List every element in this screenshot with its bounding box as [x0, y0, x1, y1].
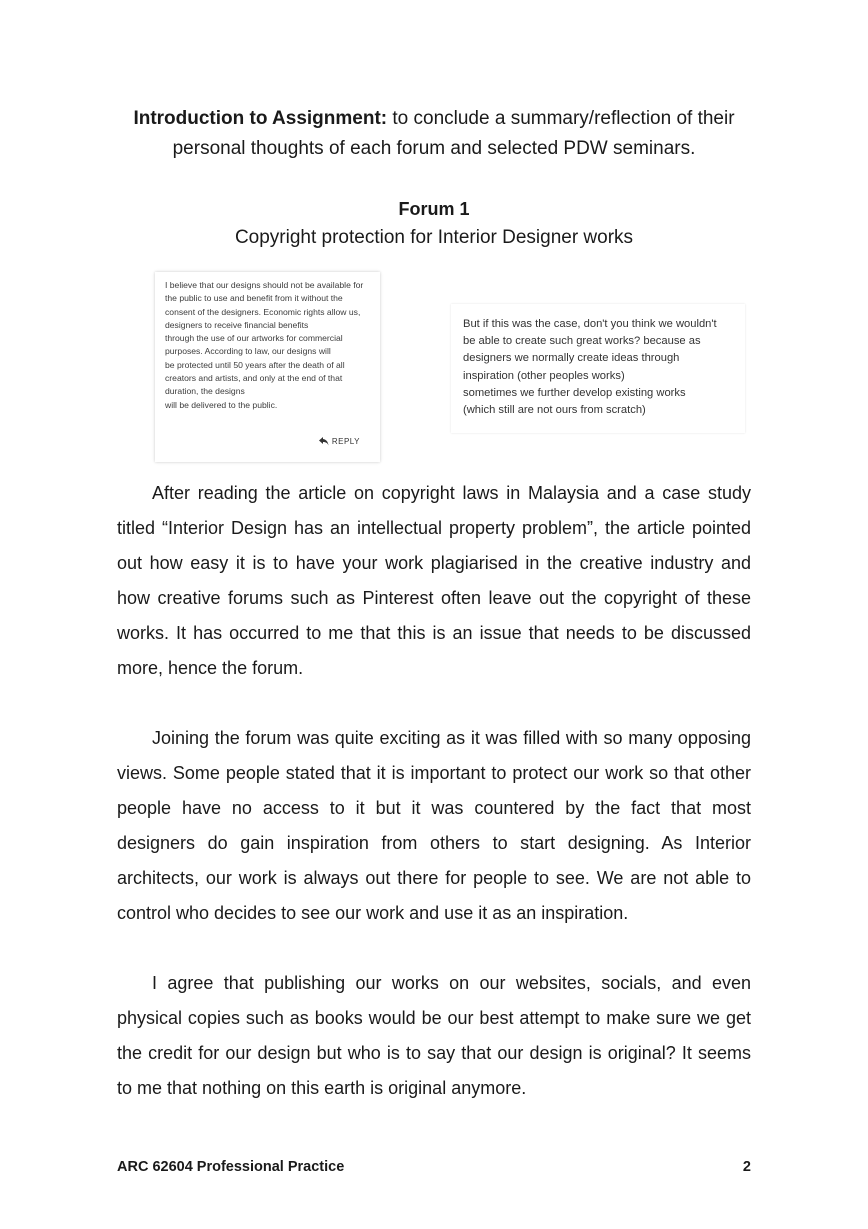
forum-subtitle: Copyright protection for Interior Designer works [234, 227, 634, 248]
forum-heading [100, 196, 768, 252]
forum-comment-screenshot-right [451, 304, 745, 433]
comment-line: be able to create such great works? because as [463, 335, 701, 348]
comment-line: the public to use and benefit from it without the [165, 293, 343, 304]
reply-arrow-icon [319, 437, 329, 446]
comment-line: (which still are not ours from scratch) [463, 404, 646, 417]
body-paragraph-3: I agree that publishing our works on our websites, socials, and even physical copies such as books would be our best attempt to make sure we get the credit for our design but who is to say that our design is original? It seems to me that nothing on this earth is original anymore. [117, 973, 751, 1098]
body-paragraph-2: Joining the forum was quite exciting as it was filled with so many opposing views. Some people stated that it is important to protect our work so that other people have no access to it but it was countered by the fact that most designers do gain inspiration from others to start designing. As Interior architects, our work is always out there for people to see. We are not able to control who decides to see our work and use it as an inspiration. [117, 728, 751, 923]
comment-line: inspiration (other peoples works) [463, 369, 625, 382]
assignment-introduction [100, 104, 768, 164]
footer-course-title: ARC 62604 Professional Practice [117, 1159, 345, 1175]
reply-label: REPLY [331, 436, 360, 446]
comment-line: But if this was the case, don't you think we wouldn't [463, 318, 717, 330]
comment-line: purposes. According to law, our designs will [165, 346, 331, 357]
comment-line: designers to receive financial benefits [165, 319, 309, 330]
comment-line: will be delivered to the public. [165, 399, 278, 410]
comment-line: sometimes we further develop existing works [463, 386, 686, 399]
comment-line: duration, the designs [165, 386, 245, 397]
body-paragraph-1: After reading the article on copyright laws in Malaysia and a case study titled “Interior Design has an intellectual property problem”, the article pointed out how easy it is to have your work plagiarised in the creative industry and how creative forums such as Pinterest often leave out the copyright of these works. It has occurred to me that this is an issue that needs to be discussed more, hence the forum. [117, 483, 751, 678]
forum-number: Forum 1 [398, 199, 470, 219]
comment-line: be protected until 50 years after the death of all [165, 359, 345, 370]
introduction-text: to conclude a summary/reflection of their personal thoughts of each forum and selected PDW seminars. [172, 108, 735, 159]
comment-line: creators and artists, and only at the end of that [165, 373, 343, 384]
comment-line: I believe that our designs should not be available for [165, 280, 364, 290]
comment-line: designers we normally create ideas through [463, 352, 680, 365]
comment-line: through the use of our artworks for commercial [165, 333, 343, 344]
forum-comment-screenshot-left [155, 272, 380, 462]
introduction-lead: Introduction to Assignment: [133, 108, 388, 129]
footer-page-number: 2 [742, 1159, 751, 1175]
reply-button[interactable] [319, 435, 360, 448]
comment-line: consent of the designers. Economic rights allow us, [165, 306, 361, 317]
